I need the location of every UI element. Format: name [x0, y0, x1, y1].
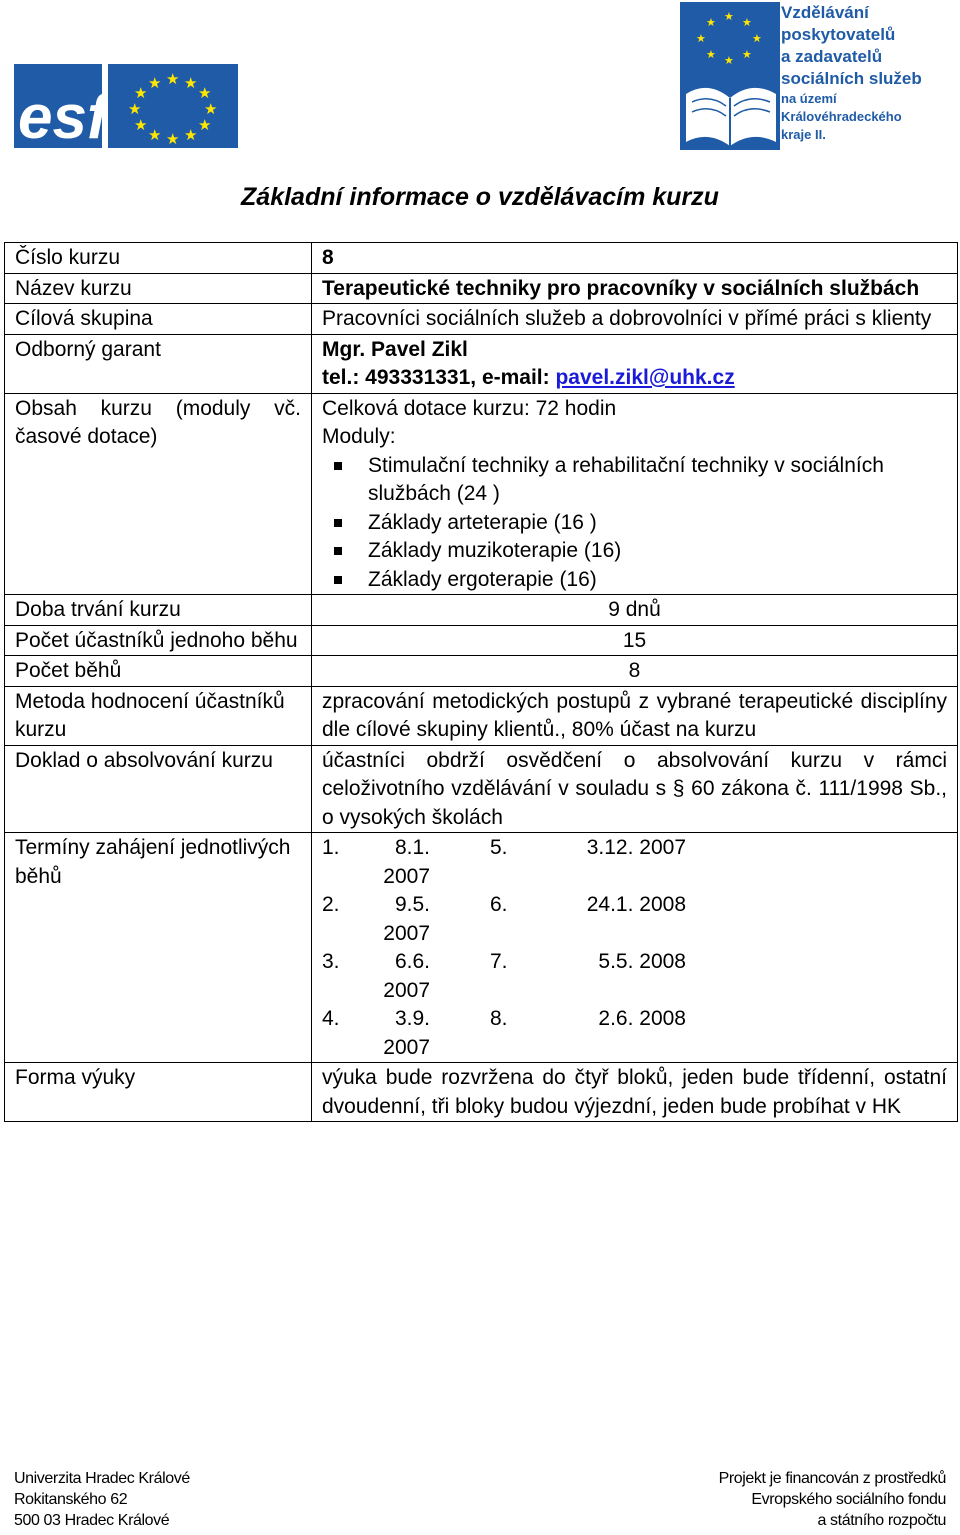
row-label: Odborný garant [5, 334, 312, 393]
table-row [5, 595, 958, 626]
teaching-form: výuka bude rozvržena do čtyř bloků, jeden bude třídenní, ostatní dvoudenní, tři bloky budou výjezdní, jeden bude probíhat v HK [312, 1063, 958, 1122]
footer-line: 500 03 Hradec Králové [14, 1512, 170, 1529]
footer-line: a státního rozpočtu [817, 1512, 946, 1529]
svg-text:★: ★ [198, 116, 212, 134]
run-date: 24.1. 2008 [586, 893, 686, 916]
run-number: 1. [322, 836, 340, 859]
email-link[interactable]: pavel.zikl@uhk.cz [555, 366, 735, 389]
footer-line: Rokitanského 62 [14, 1491, 128, 1508]
table-row [5, 273, 958, 304]
start-dates-row [322, 834, 947, 891]
svg-text:★: ★ [148, 74, 162, 92]
evaluation-method: zpracování metodických postupů z vybrané terapeutické disciplíny dle cílové skupiny klientů., 80% účast na kurzu [312, 686, 958, 745]
book-icon [680, 2, 780, 150]
course-name: Terapeutické techniky pro pracovníky v sociálních službách [312, 273, 958, 304]
guarantor-phone: tel.: 493331331, e-mail: [322, 366, 556, 389]
row-label: Doklad o absolvování kurzu [5, 745, 312, 833]
svg-text:★: ★ [696, 32, 706, 45]
run-number: 5. [490, 836, 508, 859]
run-number: 6. [490, 893, 508, 916]
table-row [5, 393, 958, 595]
participants-count: 15 [312, 625, 958, 656]
footer-line: Univerzita Hradec Králové [14, 1470, 190, 1487]
run-number: 7. [490, 950, 508, 973]
svg-text:★: ★ [166, 70, 180, 88]
start-dates-row [322, 1005, 947, 1062]
footer-address [14, 1468, 190, 1531]
svg-text:★: ★ [724, 54, 734, 67]
list-item: Základy arteterapie (16 ) [368, 509, 947, 538]
run-number: 8. [490, 1007, 508, 1030]
total-hours: Celková dotace kurzu: 72 hodin [322, 396, 617, 420]
project-logo-text [781, 2, 942, 144]
logo-line: na území [781, 91, 837, 106]
table-row [5, 243, 958, 274]
guarantor-contact [322, 364, 947, 393]
svg-text:★: ★ [128, 100, 142, 118]
run-number: 2. [322, 893, 340, 916]
row-label: Metoda hodnocení účastníků kurzu [5, 686, 312, 745]
table-row [5, 1063, 958, 1122]
modules-list [322, 452, 947, 595]
guarantor-name: Mgr. Pavel Zikl [322, 337, 468, 361]
completion-certificate: účastníci obdrží osvědčení o absolvování kurzu v rámci celoživotního vzdělávání v souladu s § 60 zákona č. 111/1998 Sb., o vysokých školách [312, 745, 958, 833]
run-date: 8.1. 2007 [383, 836, 430, 888]
run-number: 3. [322, 950, 340, 973]
svg-text:★: ★ [198, 84, 212, 102]
page-title: Základní informace o vzdělávacím kurzu [241, 183, 719, 211]
svg-text:★: ★ [134, 116, 148, 134]
row-label: Obsah kurzu (moduly vč. časové dotace) [5, 393, 312, 595]
list-item: Základy ergoterapie (16) [368, 566, 947, 595]
table-row [5, 625, 958, 656]
run-date: 3.9. 2007 [383, 1007, 430, 1059]
row-label: Cílová skupina [5, 304, 312, 335]
svg-text:★: ★ [134, 84, 148, 102]
guarantor-cell [312, 334, 958, 393]
esf-logo [14, 64, 238, 148]
svg-text:★: ★ [204, 100, 218, 118]
row-label: Název kurzu [5, 273, 312, 304]
run-date: 9.5. 2007 [383, 893, 430, 945]
svg-text:★: ★ [742, 48, 752, 61]
run-date: 3.12. 2007 [586, 836, 686, 859]
table-row [5, 334, 958, 393]
start-dates-row [322, 891, 947, 948]
table-row [5, 304, 958, 335]
target-group: Pracovníci sociálních služeb a dobrovolníci v přímé práci s klienty [312, 304, 958, 335]
logo-line: kraje II. [781, 127, 826, 142]
svg-text:★: ★ [166, 130, 180, 148]
row-label: Doba trvání kurzu [5, 595, 312, 626]
row-label: Forma výuky [5, 1063, 312, 1122]
project-logo [680, 2, 942, 150]
svg-text:★: ★ [742, 16, 752, 29]
row-label: Počet běhů [5, 656, 312, 687]
start-dates [312, 833, 958, 1063]
table-row [5, 686, 958, 745]
logo-line: a zadavatelů [781, 47, 883, 66]
table-row [5, 656, 958, 687]
row-label: Počet účastníků jednoho běhu [5, 625, 312, 656]
list-item: Stimulační techniky a rehabilitační techniky v sociálních službách (24 ) [368, 452, 947, 509]
logo-line: poskytovatelů [781, 25, 896, 44]
row-label: Číslo kurzu [5, 243, 312, 274]
course-info-table [4, 242, 958, 1122]
svg-text:★: ★ [184, 126, 198, 144]
logo-line: Královéhradeckého [781, 109, 902, 124]
course-number: 8 [312, 243, 958, 274]
run-number: 4. [322, 1007, 340, 1030]
svg-text:★: ★ [706, 48, 716, 61]
start-dates-row [322, 948, 947, 1005]
run-date: 6.6. 2007 [383, 950, 430, 1002]
svg-text:★: ★ [706, 16, 716, 29]
logo-line: sociálních služeb [781, 69, 922, 88]
course-content [312, 393, 958, 595]
logo-line: Vzdělávání [781, 3, 869, 22]
footer-line: Projekt je financován z prostředků [718, 1470, 946, 1487]
esf-logo-text: esf [18, 83, 108, 148]
svg-text:★: ★ [752, 32, 762, 45]
run-date: 5.5. 2008 [598, 950, 686, 973]
svg-text:★: ★ [724, 10, 734, 23]
row-label: Termíny zahájení jednotlivých běhů [5, 833, 312, 1063]
modules-label: Moduly: [322, 425, 396, 448]
footer-line: Evropského sociálního fondu [751, 1491, 946, 1508]
table-row [5, 745, 958, 833]
list-item: Základy muzikoterapie (16) [368, 537, 947, 566]
run-date: 2.6. 2008 [598, 1007, 686, 1030]
table-row [5, 833, 958, 1063]
svg-text:★: ★ [148, 126, 162, 144]
runs-count: 8 [312, 656, 958, 687]
footer-funding [719, 1468, 946, 1531]
svg-text:★: ★ [184, 74, 198, 92]
duration: 9 dnů [312, 595, 958, 626]
